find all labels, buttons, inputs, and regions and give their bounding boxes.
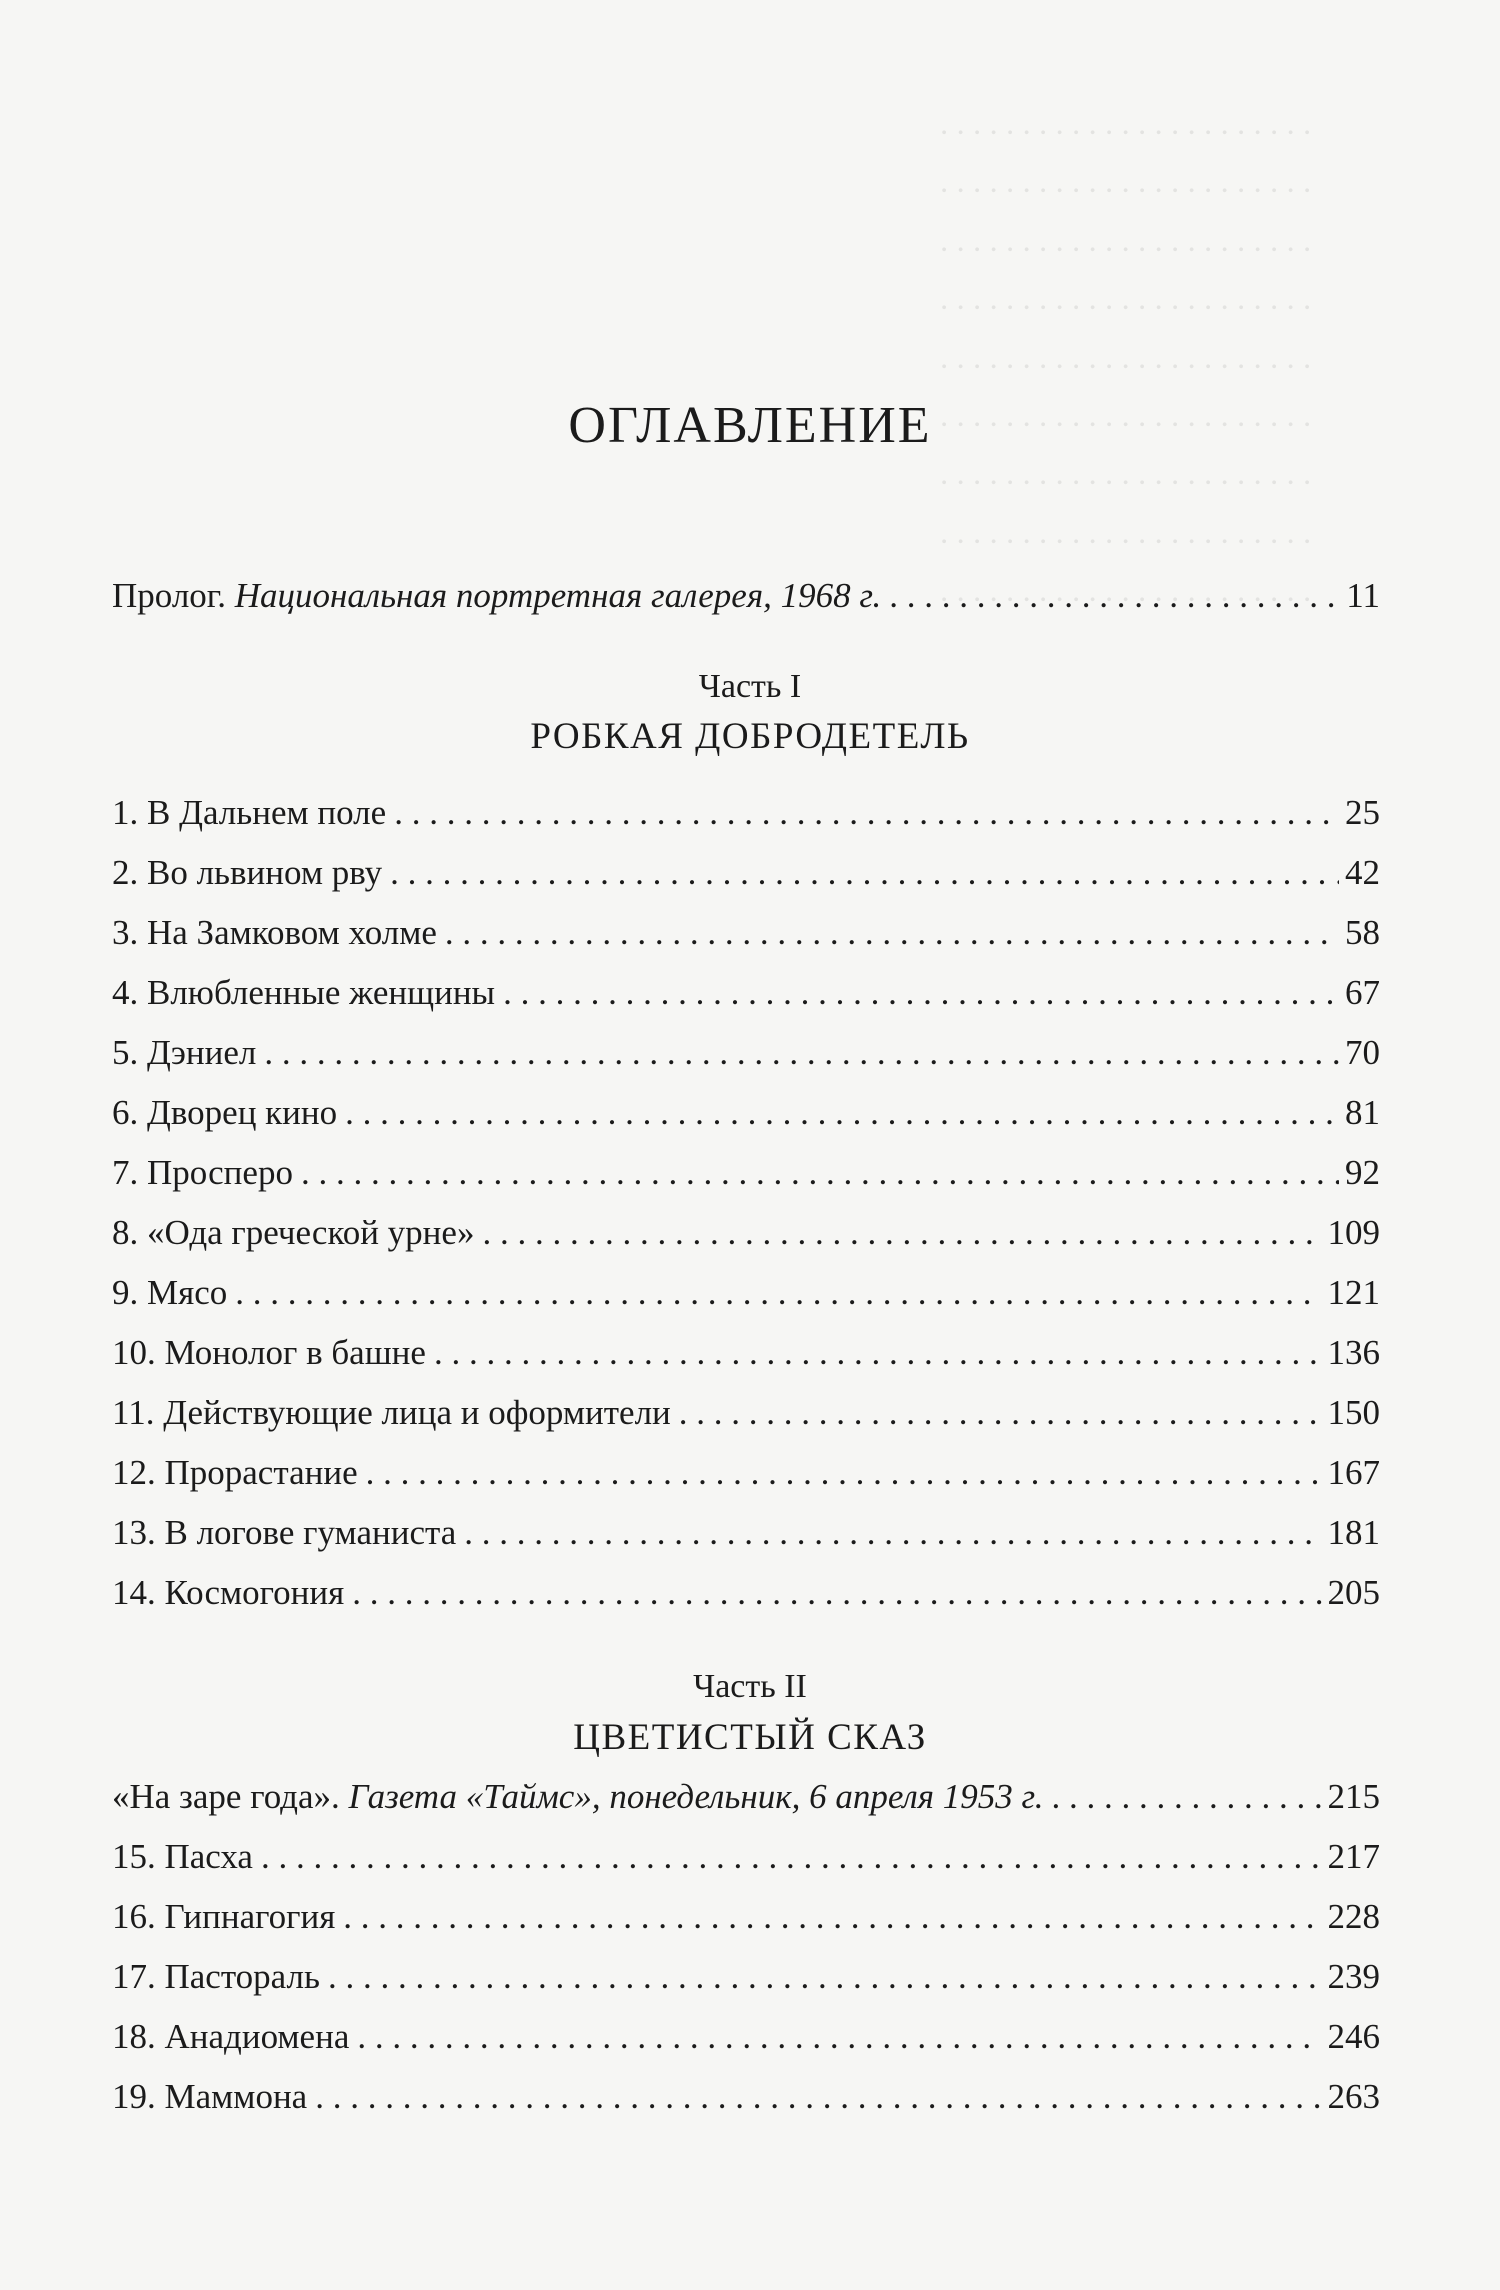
prologue-title: Национальная портретная галерея, 1968 г. <box>234 576 882 615</box>
page-number: 263 <box>1327 2077 1380 2116</box>
page-number: 239 <box>1327 1957 1380 1996</box>
dot-leader <box>261 1834 1322 1880</box>
intro-title: Газета «Таймс», понедельник, 6 апреля 1953 г. <box>348 1777 1044 1816</box>
page-number: 215 <box>1327 1777 1380 1816</box>
toc-entry[interactable] <box>112 1834 1380 1880</box>
chapter-title: 16. Гипнагогия <box>112 1897 336 1936</box>
chapter-title: 19. Маммона <box>112 2077 308 2116</box>
dot-leader <box>679 1390 1322 1436</box>
toc-entry[interactable] <box>112 970 1380 1016</box>
toc-entry[interactable] <box>112 1450 1380 1496</box>
chapter-title: 15. Пасха <box>112 1837 253 1876</box>
page-number: 67 <box>1345 973 1380 1012</box>
chapter-title: 13. В логове гуманиста <box>112 1513 457 1552</box>
dot-leader <box>1051 1774 1321 1820</box>
page-number: 25 <box>1345 793 1380 832</box>
toc-entry[interactable] <box>112 1954 1380 2000</box>
chapter-title: 4. Влюбленные женщины <box>112 973 496 1012</box>
prologue-label: Пролог. <box>112 576 226 615</box>
page-number: 121 <box>1327 1273 1380 1312</box>
part-2-label: Часть II <box>693 1668 807 1705</box>
toc-entry[interactable] <box>112 910 1380 956</box>
page-number: 181 <box>1327 1513 1380 1552</box>
page-number: 42 <box>1345 853 1380 892</box>
page-number: 228 <box>1327 1897 1380 1936</box>
chapter-title: 5. Дэниел <box>112 1033 257 1072</box>
chapter-title: 2. Во львином рву <box>112 853 383 892</box>
part-1-title: РОБКАЯ ДОБРОДЕТЕЛЬ <box>530 716 970 757</box>
toc-entry[interactable] <box>112 850 1380 896</box>
page-number: 109 <box>1327 1213 1380 1252</box>
toc-entry-part2-intro[interactable] <box>112 1774 1380 1820</box>
dot-leader <box>301 1150 1339 1196</box>
toc-entry[interactable] <box>112 1894 1380 1940</box>
page-number: 58 <box>1345 913 1380 952</box>
toc-entry[interactable] <box>112 1390 1380 1436</box>
page-title: ОГЛАВЛЕНИЕ <box>568 397 932 454</box>
chapter-title: 7. Просперо <box>112 1153 293 1192</box>
toc-entry-prologue[interactable] <box>112 573 1380 619</box>
toc-entry[interactable] <box>112 2074 1380 2120</box>
dot-leader <box>482 1210 1321 1256</box>
page-number: 136 <box>1327 1333 1380 1372</box>
dot-leader <box>343 1894 1321 1940</box>
toc-entry[interactable] <box>112 1330 1380 1376</box>
toc-entry[interactable] <box>112 790 1380 836</box>
toc-entry[interactable] <box>112 1030 1380 1076</box>
dot-leader <box>445 910 1339 956</box>
toc-entry[interactable] <box>112 1570 1380 1616</box>
dot-leader <box>315 2074 1321 2120</box>
page-number: 11 <box>1346 576 1380 615</box>
dot-leader <box>357 2014 1321 2060</box>
page-number: 246 <box>1327 2017 1380 2056</box>
page-number: 167 <box>1327 1453 1380 1492</box>
dot-leader <box>328 1954 1322 2000</box>
dot-leader <box>394 790 1339 836</box>
chapter-title: 18. Анадиомена <box>112 2017 350 2056</box>
page-number: 205 <box>1327 1573 1380 1612</box>
chapter-title: 14. Космогония <box>112 1573 345 1612</box>
chapter-title: 8. «Ода греческой урне» <box>112 1213 475 1252</box>
part-2-title: ЦВЕТИСТЫЙ СКАЗ <box>573 1717 927 1758</box>
toc-entry[interactable] <box>112 2014 1380 2060</box>
page-number: 81 <box>1345 1093 1380 1132</box>
dot-leader <box>464 1510 1321 1556</box>
chapter-title: 1. В Дальнем поле <box>112 793 387 832</box>
chapter-title: 9. Мясо <box>112 1273 228 1312</box>
chapter-title: 12. Прорастание <box>112 1453 358 1492</box>
dot-leader <box>345 1090 1339 1136</box>
dot-leader <box>503 970 1339 1016</box>
toc-entry[interactable] <box>112 1270 1380 1316</box>
chapter-title: 6. Дворец кино <box>112 1093 338 1132</box>
chapter-title: 17. Пастораль <box>112 1957 320 1996</box>
page-number: 92 <box>1345 1153 1380 1192</box>
intro-label: «На заре года». <box>112 1777 340 1816</box>
dot-leader <box>434 1330 1322 1376</box>
dot-leader <box>235 1270 1321 1316</box>
chapter-title: 3. На Замковом холме <box>112 913 437 952</box>
page-number: 217 <box>1327 1837 1380 1876</box>
toc-entry[interactable] <box>112 1210 1380 1256</box>
page-number: 150 <box>1327 1393 1380 1432</box>
dot-leader <box>352 1570 1321 1616</box>
show-through-text: . . . . . . . . . . . . . . . . . . . . . . . . . . . . . . . . . . . . . . . . . . . . . . . . . . . . . . . . . . . . . . . . . . . . . . . . . . . . . . . . . . . . . . . . . . . . . . . . . . . . . . . . . . . . . . . . . . . . . . . . . . . . . . . . . . . . . . . . . . . . . . . . . . . . . . . . . . . . . . . . . . . . . . . . . . . . . . . . . . . . . . . . . . . . . . . . . . . . . . . . . . . . . . . <box>940 106 1312 610</box>
dot-leader <box>889 573 1340 619</box>
page-number: 70 <box>1345 1033 1380 1072</box>
toc-entry[interactable] <box>112 1150 1380 1196</box>
dot-leader <box>264 1030 1339 1076</box>
chapter-title: 11. Действующие лица и оформители <box>112 1393 671 1432</box>
dot-leader <box>366 1450 1322 1496</box>
dot-leader <box>390 850 1339 896</box>
chapter-title: 10. Монолог в башне <box>112 1333 426 1372</box>
toc-entry[interactable] <box>112 1510 1380 1556</box>
part-1-label: Часть I <box>698 668 802 705</box>
toc-entry[interactable] <box>112 1090 1380 1136</box>
